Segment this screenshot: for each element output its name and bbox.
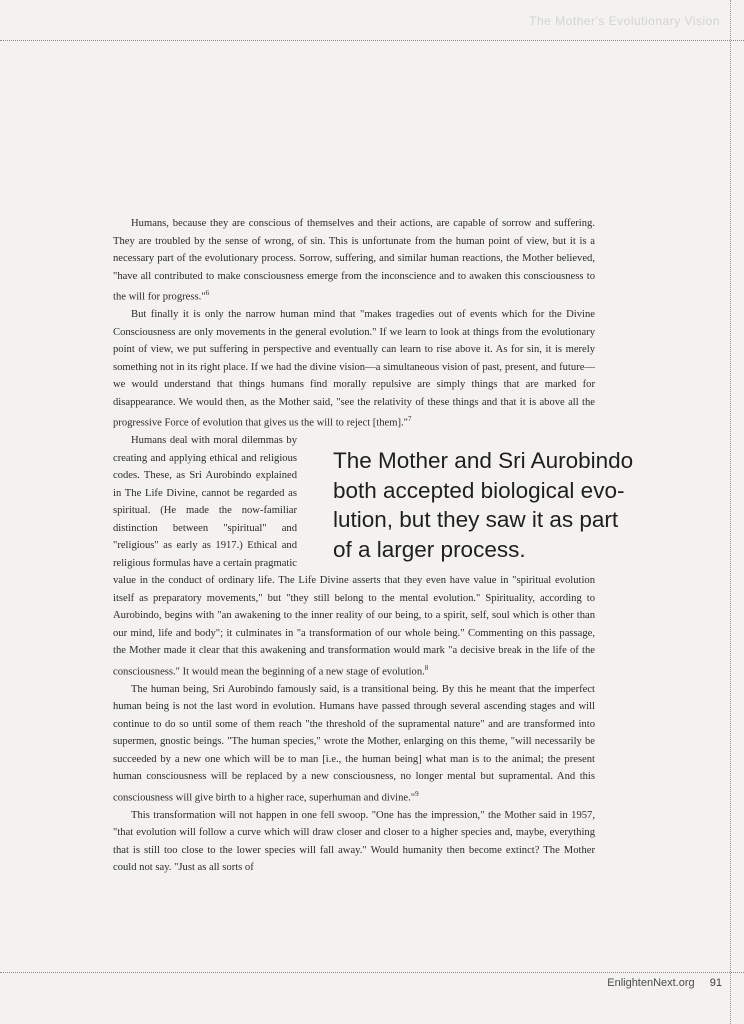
- pull-quote-line: of a larger process.: [333, 536, 526, 562]
- paragraph-5: This transformation will not happen in one fell swoop. "One has the impression," the Mother said in 1957, "that evolution will follow a curve which will draw closer and closer to a higher species and, maybe, everything that is still too close to the lower species will fall away." Would humanity then become extinct? The Mother could not say. "Just as all sorts of: [113, 809, 595, 874]
- site-url: EnlightenNext.org: [607, 977, 695, 989]
- pull-quote-line: lution, but they saw it as part: [333, 507, 619, 532]
- pull-quote-line: The Mother and Sri Aurobindo: [333, 448, 634, 473]
- footnote-ref: 6: [205, 289, 210, 297]
- pull-quote-line: both accepted biological evo-: [333, 477, 625, 503]
- paragraph-2: But finally it is only the narrow human mind that "makes tragedies out of events which for the Divine Consciousness are only movements in the general evolution." If we learn to look at things from the evolutionary point of view, we put suffering in perspective and eventually can learn to rise above it. As for sin, it is merely something not in its right place. If we had the divine vision—a simultaneous vision of past, present, and future—we would understand that things humans find morally repulsive are simply things that are marked for disappearance. We would then, as the Mother said, "see the relativity of these things and that it is above all the progressive Force of evolution that gives us the will to reject [them]."$^7$: [113, 309, 595, 429]
- page-edge-right: [730, 0, 731, 1024]
- paragraph-1: Humans, because they are conscious of themselves and their actions, are capable of sorrow and suffering. They are troubled by the sense of wrong, of sin. This is unfortunate from the human point of view, but it is a necessary part of the evolutionary process. Sorrow, suffering, and similar human reactions, the Mother believed, "have all contributed to make consciousness emerge from the inconscience and to awaken this consciousness to the will for progress."$^6$: [113, 218, 595, 303]
- footnote-ref: 9: [415, 789, 419, 798]
- footnote-ref: 7: [408, 415, 412, 424]
- page-edge-top: [0, 40, 744, 41]
- paragraph-4: The human being, Sri Aurobindo famously said, is a transitional being. By this he meant that the imperfect human being is not the last word in evolution. Humans have passed through several ascending stages and will continue to do so until some of them reach "the threshold of the supramental nature" and are transformed into supermen, gnostic beings. "The human species," wrote the Mother, enlarging on this theme, "will necessarily be succeeded by a new one which will be to man [i.e., the human being] what man is to the animal; the present human consciousness will be replaced by a new consciousness, no longer mental but supramental. And this consciousness will give birth to a higher race, superhuman and divine."$^9$: [113, 683, 595, 804]
- page-folio: [607, 977, 722, 989]
- footnote-ref: 8: [424, 663, 429, 672]
- page-number: 91: [709, 977, 722, 989]
- running-head: The Mother's Evolutionary Vision: [529, 14, 720, 28]
- pull-quote: [333, 446, 663, 564]
- page-edge-bottom: [0, 972, 744, 973]
- paragraph-3: Humans deal with moral dilemmas by creating and applying ethical and religious codes. These, as Sri Aurobindo explained in The Life Divine, cannot be regarded as spiritual. (He made the now-familiar distinction between "spiritual" and "religious" as early as 1917.) Ethical and religious formulas have a certain pragmatic value in the conduct of ordinary life. The Life Divine asserts that they even have value in "spiritual evolution itself as preparatory movements," but "they still belong to the mental evolution." Spirituality, according to Aurobindo, begins with "an awakening to the inner reality of our being, to a spirit, self, soul which is other than our mind, life and body"; it culminates in "a transformation of our whole being." Commenting on this passage, the Mother made it clear that this awakening and transformation would mark "a decisive break in the life of the consciousness." It would mean the beginning of a new stage of evolution.$^8$: [113, 435, 595, 678]
